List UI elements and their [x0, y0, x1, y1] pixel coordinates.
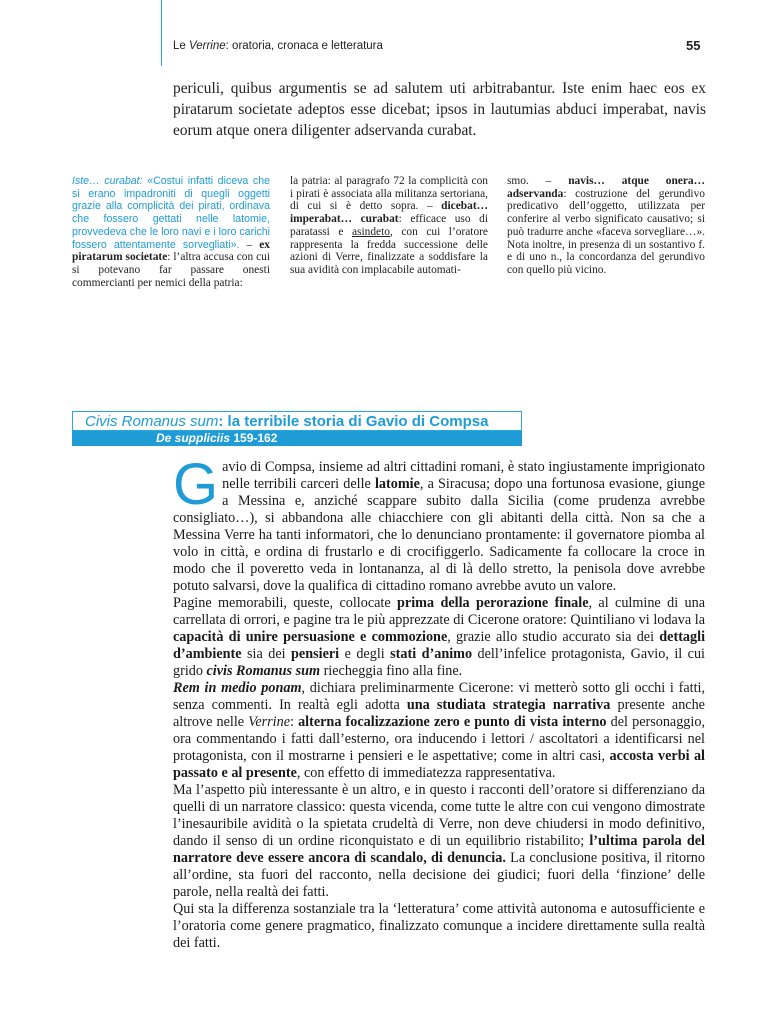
body-paragraph-4: Ma l’aspetto più interessante è un altro, e in questo i racconti dell’oratore si differenziano da quelli di un narratore classico: questa vicenda, come tutte le altre con cui vengono dimostrate l’inesauribile avidità o la spietata crudeltà di Verre, non deve chiudersi in modo definitivo, dando il senso di un ordine riconquistato e di un equilibrio ristabilito; l’ultima parola del narratore deve essere ancora di scandalo, di denuncia. La conclusione positiva, il ritorno all’ordine, sta fuori del racconto, nella decisione dei giudici; fuori della ‘finzione’ delle parole, nella realtà dei fatti.: [173, 782, 705, 900]
body-paragraph-5: Qui sta la differenza sostanziale tra la ‘letteratura’ come attività autonoma e autosufficiente e l’oratoria come genere pragmatico, finalizzato comunque a incidere direttamente sulla realtà dei fatti.: [173, 901, 705, 951]
note-column-3: smo. – navis… atque onera… adservanda: costruzione del gerundivo predicativo dell’oggetto, utilizzata per conferire al verbo significato causativo; si può tradurre anche «faceva sorvegliare…». Nota inoltre, in presenza di un sostantivo f. e di uno n., la concordanza del gerundivo con quello più vicino.: [507, 175, 705, 276]
body-text: [173, 452, 706, 952]
body-paragraph-1: Gavio di Compsa, insieme ad altri cittadini romani, è stato ingiustamente imprigionato nelle terribili carceri delle latomie, a Siracusa; dopo una fortunosa evasione, giunge a Messina e, anziché scappare subito dalla Sicilia (come prudenza avrebbe consigliato…), si abbandona alle chiacchiere con gli abitanti della città. Non sa che a Messina Verre ha tanti informatori, che lo denunciano prontamente: il governatore piomba al volo in città, e ordina di frustarlo e di crocifiggerlo. Sadicamente fa collocare la croce in modo che il poveretto veda in lontananza, al di là dello stretto, la penisola dove avrebbe potuto salvarsi, dove la qualifica di cittadino romano avrebbe avuto un valore.: [173, 452, 705, 594]
page-number: 55: [686, 38, 701, 53]
latin-passage: [173, 78, 706, 141]
note-translation: Iste… curabat: «Costui infatti diceva che si erano impadroniti di quegli oggetti grazie alla complicità dei pirati, ordinava che fossero gettati nelle latomie, provvedeva che le loro navi e i loro carichi fossero attentamente sorvegliati».: [72, 175, 271, 251]
latin-text: periculi, quibus argumentis se ad salutem uti arbitrabantur. Iste enim haec eos ex piratarum societate adeptos esse dicebat; ipsos in lautumias abduci imperabat, navis eorum atque onera diligenter adservanda curabat.: [173, 80, 706, 139]
running-header: Le Verrine: oratoria, cronaca e letteratura: [173, 40, 383, 52]
note-column-2: la patria: al paragrafo 72 la complicità con i pirati è associata alla militanza sertoriana, di cui si è detto sopra. – dicebat… imperabat… curabat: efficace uso di paratassi e asindeto, con cui l’oratore rappresenta la fredda successione delle azioni di Verre, finalizzate a soddisfare la sua avidità con implacabile automati-: [290, 175, 488, 276]
section-title: Civis Romanus sum: la terribile storia di Gavio di Compsa: [85, 413, 489, 430]
note-column-1: Iste… curabat: «Costui infatti diceva che si erano impadroniti di quegli oggetti grazie alla complicità dei pirati, ordinava che fossero gettati nelle latomie, provvedeva che le loro navi e i loro carichi fossero attentamente sorvegliati». – ex piratarum societate: l’altra accusa con cui si potevano far passare onesti commercianti per nemici della patria:: [72, 175, 271, 289]
drop-cap: G: [173, 452, 219, 517]
header-rule: [161, 0, 162, 66]
section-subtitle: De suppliciis 159-162: [156, 431, 278, 445]
section-subtitle-bar: [72, 431, 522, 446]
section-title-box: [72, 411, 522, 431]
body-paragraph-3: Rem in medio ponam, dichiara preliminarmente Cicerone: vi metterò sotto gli occhi i fatti, senza commenti. In realtà egli adotta una studiata strategia narrativa presente anche altrove nelle Verrine: alterna focalizzazione zero e punto di vista interno del personaggio, ora commentando i fatti dall’esterno, ora inducendo i lettori / ascoltatori a identificarsi nel protagonista, con il mostrarne i pensieri e le aspettative; come in altri casi, accosta verbi al passato e al presente, con effetto di immediatezza rappresentativa.: [173, 680, 706, 781]
body-paragraph-2: Pagine memorabili, queste, collocate prima della perorazione finale, al culmine di una carrellata di orrori, e pagine tra le più apprezzate di Cicerone oratore: Quintiliano vi lodava la capacità di unire persuasione e commozione, grazie allo studio accurato sia dei dettagli d’ambiente sia dei pensieri e degli stati d’animo dell’infelice protagonista, Gavio, il cui grido civis Romanus sum riecheggia fino alla fine.: [173, 595, 706, 679]
